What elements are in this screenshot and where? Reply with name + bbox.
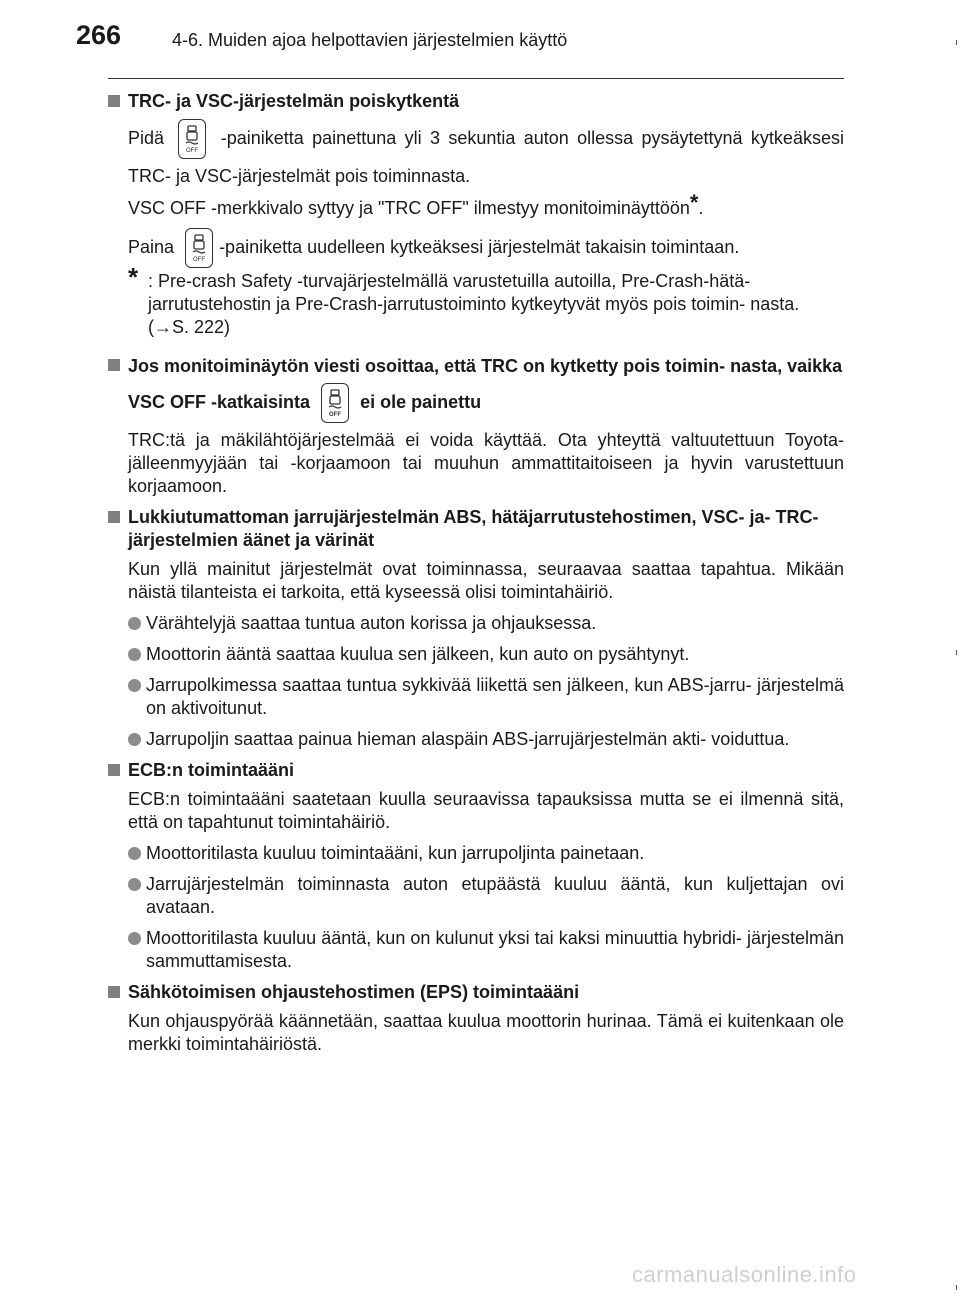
list-item: Värähtelyjä saattaa tuntua auton korissa ja ohjauksessa. [128,612,844,635]
circle-bullet-icon [128,878,141,891]
edge-tick [956,650,957,655]
chapter-title: 4-6. Muiden ajoa helpottavien järjestelmien käyttö [172,30,568,50]
section-trc-message [108,349,844,498]
section-abs-sounds [108,506,844,751]
section-heading: TRC- ja VSC-järjestelmän poiskytkentä [108,90,844,113]
paragraph: VSC OFF -merkkivalo syttyy ja "TRC OFF" ilmestyy monitoiminäyttöön*. [128,190,704,218]
svg-text:OFF: OFF [329,412,342,418]
paragraph: Paina OFF -painiketta uudelleen kytkeäksesi järjestelmät takaisin toimintaan. [128,228,844,268]
vsc-off-button-icon [178,119,206,159]
circle-bullet-icon [128,617,141,630]
section-heading: Sähkötoimisen ohjaustehostimen (EPS) toimintaääni [108,981,844,1004]
list-item: Jarrupolkimessa saattaa tuntua sykkivää liikettä sen jälkeen, kun ABS-jarru- järjestelmä on aktivoitunut. [128,674,844,720]
page-header [0,0,960,80]
square-bullet-icon [108,511,120,523]
header-divider [108,78,844,79]
page-number: 266 [76,20,122,50]
square-bullet-icon [108,764,120,776]
svg-text:OFF: OFF [186,148,199,154]
page-content [108,90,844,1064]
svg-text:OFF: OFF [193,257,206,263]
watermark: carmanualsonline.info [632,1262,857,1287]
paragraph: ECB:n toimintaääni saatetaan kuulla seuraavissa tapauksissa mutta se ei ilmennä sitä, että on tapahtunut toimintahäiriö. [128,789,844,832]
circle-bullet-icon [128,847,141,860]
square-bullet-icon [108,986,120,998]
section-ecb-sound [108,759,844,973]
paragraph: Pidä OFF -painiketta painettuna yli 3 sekuntia auton ollessa pysäytettynä kytkeäksesi TRC- ja VSC-järjestelmät pois toiminnasta. [128,119,844,193]
circle-bullet-icon [128,679,141,692]
vsc-off-button-icon [185,228,213,268]
paragraph: TRC:tä ja mäkilähtöjärjestelmää ei voida käyttää. Ota yhteyttä valtuutettuun Toyota-jälleenmyyjään tai -korjaamoon tai muuhun ammattitaitoiseen ja hyvin varustettuun korjaamoon. [128,430,844,496]
list-item: Moottoritilasta kuuluu toimintaääni, kun jarrupoljinta painetaan. [128,842,844,865]
list-item: Jarrujärjestelmän toiminnasta auton etupäästä kuuluu ääntä, kun kuljettajan ovi avataan. [128,873,844,919]
section-trc-vsc-off [108,90,844,339]
circle-bullet-icon [128,733,141,746]
section-heading: ECB:n toimintaääni [108,759,844,782]
paragraph: Kun yllä mainitut järjestelmät ovat toiminnassa, seuraavaa saattaa tapahtua. Mikään näistä tilanteista ei tarkoita, että kyseessä olisi toimintahäiriö. [128,559,844,602]
square-bullet-icon [108,359,120,371]
list-item: Jarrupoljin saattaa painua hieman alaspäin ABS-jarrujärjestelmän akti- voiduttua. [128,728,844,751]
footnote-star: * [128,262,139,292]
section-eps-sound [108,981,844,1056]
edge-tick [956,40,957,45]
vsc-off-button-icon [321,383,349,423]
edge-tick [956,1285,957,1290]
circle-bullet-icon [128,932,141,945]
square-bullet-icon [108,95,120,107]
list-item: Moottorin ääntä saattaa kuulua sen jälkeen, kun auto on pysähtynyt. [128,643,844,666]
paragraph: Kun ohjauspyörää käännetään, saattaa kuulua moottorin hurinaa. Tämä ei kuitenkaan ole merkki toimintahäiriöstä. [128,1011,844,1054]
list-item: Moottoritilasta kuuluu ääntä, kun on kulunut yksi tai kaksi minuuttia hybridi- järjestelmän sammuttamisesta. [128,927,844,973]
section-heading: Lukkiutumattoman jarrujärjestelmän ABS, hätäjarrutustehostimen, VSC- ja- TRC-järjestelmien äänet ja värinät [108,506,844,552]
footnote: * : Pre-crash Safety -turvajärjestelmällä varustetuilla autoilla, Pre-Crash-hätä- jarrutustehostin ja Pre-Crash-jarrutustoiminto kytkeytyvät myös pois toimin- nasta. (→S. 222) [128,262,800,337]
section-heading: Jos monitoiminäytön viesti osoittaa, että TRC on kytketty pois toimin- nasta, vaikka VSC OFF -katkaisinta OFF ei ole painettu [108,349,844,423]
circle-bullet-icon [128,648,141,661]
